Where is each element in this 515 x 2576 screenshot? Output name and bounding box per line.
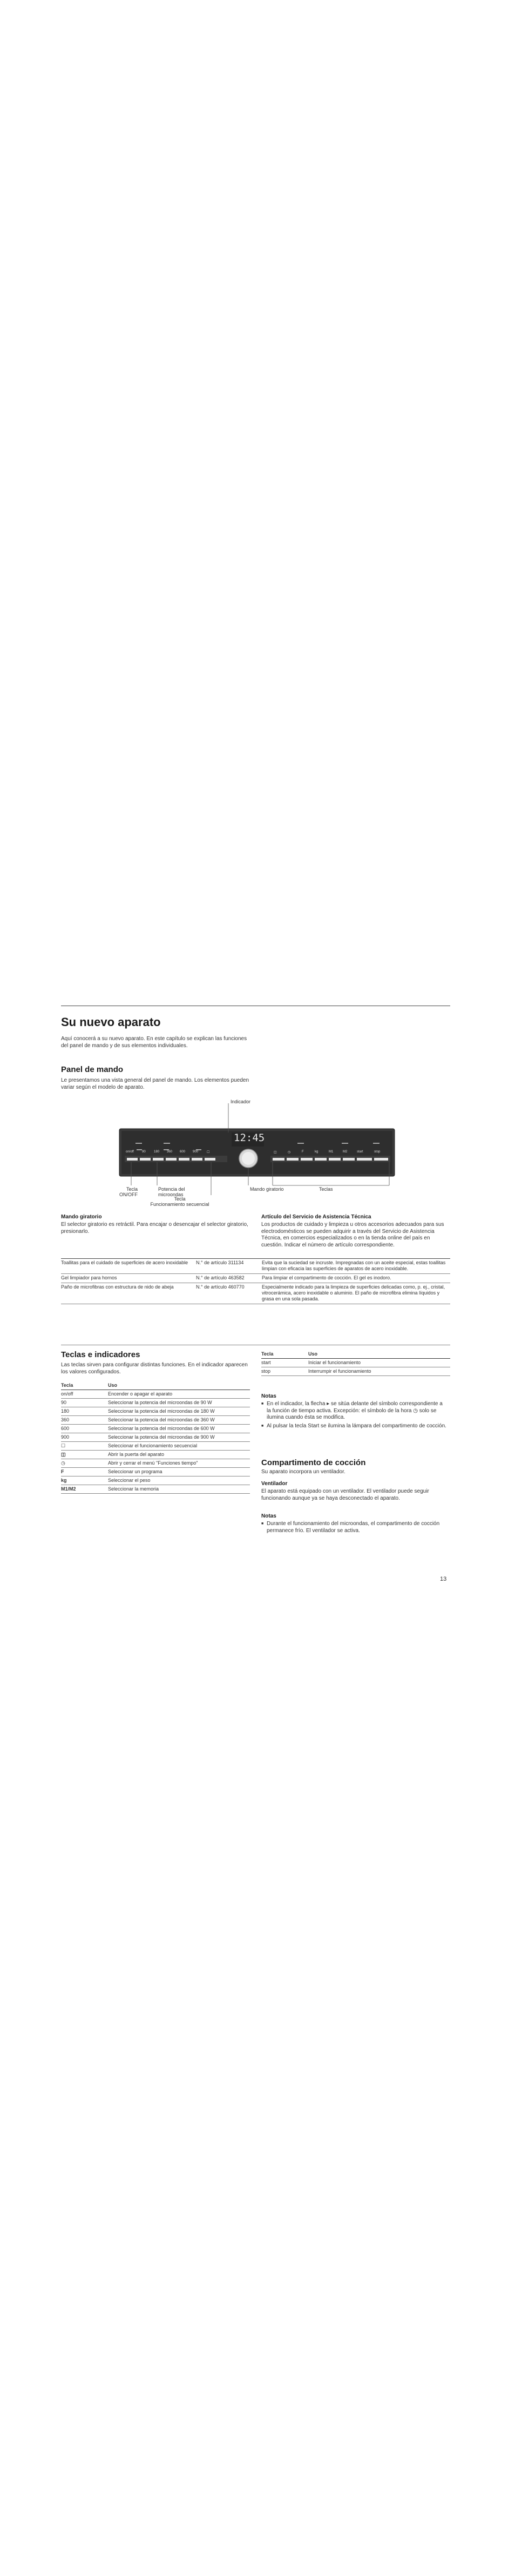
table-row bbox=[261, 1367, 450, 1376]
table-row bbox=[61, 1451, 250, 1459]
teclas-text: Las teclas sirven para configurar distintas funciones. En el indicador aparecen los valores configurados. bbox=[61, 1362, 248, 1375]
table-row bbox=[61, 1407, 250, 1416]
table-row bbox=[61, 1433, 250, 1442]
table-row bbox=[61, 1416, 250, 1425]
notas1-heading: Notas bbox=[261, 1393, 276, 1399]
start-label: start bbox=[357, 1150, 363, 1154]
use-cell: Seleccionar la potencia del microondas de 360 W bbox=[108, 1416, 250, 1425]
door-icon: ◫ bbox=[61, 1451, 108, 1459]
display-time: 12:45 bbox=[234, 1132, 265, 1144]
panel-button-labels bbox=[126, 1150, 228, 1156]
use-cell: Seleccionar el peso bbox=[108, 1476, 250, 1485]
use-cell: Encender o apagar el aparato bbox=[108, 1390, 250, 1399]
accessory-name: Gel limpiador para hornos bbox=[61, 1274, 196, 1283]
btn-label-180: 180 bbox=[154, 1150, 160, 1154]
panel-heading: Panel de mando bbox=[61, 1065, 124, 1074]
btn-label-seq: ☐ bbox=[207, 1151, 210, 1154]
use-cell: Iniciar el funcionamiento bbox=[308, 1359, 450, 1367]
key-cell: M1/M2 bbox=[61, 1485, 108, 1494]
btn-label-600: 600 bbox=[180, 1150, 186, 1154]
notas2-heading: Notas bbox=[261, 1513, 276, 1519]
key-cell: 90 bbox=[61, 1399, 108, 1407]
panel-text: Le presentamos una vista general del panel de mando. Los elementos pueden variar según el modelo de aparato. bbox=[61, 1077, 249, 1090]
label-potencia: Potencia del microondas bbox=[158, 1186, 185, 1197]
mando-heading: Mando giratorio bbox=[61, 1214, 102, 1220]
key-cell: kg bbox=[61, 1476, 108, 1485]
notas1-list bbox=[261, 1401, 448, 1431]
panel-icon-labels bbox=[273, 1150, 391, 1156]
btn-label-90: 90 bbox=[142, 1150, 146, 1154]
accessory-name: Paño de microfibras con estructura de nido de abeja bbox=[61, 1283, 196, 1304]
accessory-number: N.° de artículo 460770 bbox=[196, 1283, 262, 1304]
key-cell: 360 bbox=[61, 1416, 108, 1425]
table-row bbox=[61, 1459, 250, 1468]
label-tecla-onoff: Tecla ON/OFF bbox=[119, 1186, 138, 1197]
servicio-heading: Artículo del Servicio de Asistencia Técnica bbox=[261, 1214, 371, 1220]
btn-label-900: 900 bbox=[193, 1150, 199, 1154]
memory1-icon: M1 bbox=[329, 1150, 334, 1154]
clock-icon: ◷ bbox=[288, 1151, 291, 1154]
stop-label: stop bbox=[374, 1150, 381, 1154]
accessory-desc: Evita que la suciedad se incruste. Impregnadas con un aceite especial, estas toallitas limpian con eficacia las superficies de aparatos de acero inoxidable. bbox=[262, 1259, 450, 1274]
control-panel-illustration bbox=[61, 1099, 450, 1207]
label-teclas: Teclas bbox=[319, 1186, 333, 1192]
list-item: ■ Durante el funcionamiento del microondas, el compartimento de cocción permanece frío. El ventilador se activa. bbox=[261, 1521, 448, 1534]
accessory-desc: Para limpiar el compartimento de cocción. El gel es inodoro. bbox=[262, 1274, 450, 1283]
btn-label-onoff: on/off bbox=[126, 1150, 134, 1154]
mando-text: El selector giratorio es retráctil. Para encajar o desencajar el selector giratorio, presionarlo. bbox=[61, 1222, 248, 1235]
use-cell: Seleccionar la potencia del microondas de 90 W bbox=[108, 1399, 250, 1407]
key-cell: on/off bbox=[61, 1390, 108, 1399]
ventilador-text: El aparato está equipado con un ventilador. El ventilador puede seguir funcionando aunque ya se haya desconectado el aparato. bbox=[261, 1488, 429, 1501]
accessory-name: Toallitas para el cuidado de superficies de acero inoxidable bbox=[61, 1259, 196, 1274]
table-row bbox=[61, 1283, 450, 1304]
use-cell: Seleccionar la potencia del microondas de 900 W bbox=[108, 1433, 250, 1442]
table-row bbox=[61, 1485, 250, 1494]
compartimento-text: Su aparato incorpora un ventilador. bbox=[261, 1469, 345, 1475]
ventilador-heading: Ventilador bbox=[261, 1481, 288, 1487]
use-cell: Seleccionar la potencia del microondas de 600 W bbox=[108, 1425, 250, 1433]
btn-label-360: 360 bbox=[167, 1150, 173, 1154]
accessories-table bbox=[61, 1258, 450, 1304]
table-row bbox=[61, 1399, 250, 1407]
table-row bbox=[61, 1476, 250, 1485]
key-cell: ☐ bbox=[61, 1442, 108, 1451]
intro-text: Aquí conocerá a su nuevo aparato. En este capítulo se explican las funciones del panel de mando y de sus elementos individuales. bbox=[61, 1036, 247, 1049]
table-row bbox=[61, 1442, 250, 1451]
key-cell: start bbox=[261, 1359, 308, 1367]
label-indicador: Indicador bbox=[231, 1099, 251, 1104]
key-cell: stop bbox=[261, 1367, 308, 1376]
compartimento-heading: Compartimento de cocción bbox=[261, 1458, 366, 1467]
use-cell: Abrir y cerrar el menú "Funciones tiempo" bbox=[108, 1459, 250, 1468]
memory2-icon: M2 bbox=[343, 1150, 348, 1154]
table-row bbox=[61, 1390, 250, 1399]
key-cell: 900 bbox=[61, 1433, 108, 1442]
use-cell: Seleccionar un programa bbox=[108, 1468, 250, 1476]
accessory-number: N.° de artículo 311134 bbox=[196, 1259, 262, 1274]
program-icon: F bbox=[302, 1150, 304, 1154]
table-row bbox=[261, 1359, 450, 1367]
page-number: 13 bbox=[440, 1576, 447, 1582]
page-title: Su nuevo aparato bbox=[61, 1015, 161, 1029]
list-item: ■ En el indicador, la flecha ▸ se sitúa delante del símbolo correspondiente a la función de tiempo activa. Excepción: el símbolo de la hora ◷ solo se ilumina cuando ésta se modifica. bbox=[261, 1401, 448, 1421]
table-row bbox=[61, 1425, 250, 1433]
use-cell: Seleccionar la potencia del microondas de 180 W bbox=[108, 1407, 250, 1416]
col-header-key: Tecla bbox=[261, 1350, 308, 1359]
table-row bbox=[61, 1274, 450, 1283]
use-cell: Interrumpir el funcionamiento bbox=[308, 1367, 450, 1376]
door-icon: ◫ bbox=[274, 1151, 277, 1154]
col-header-use: Uso bbox=[308, 1350, 450, 1359]
notas2-list bbox=[261, 1521, 448, 1536]
keys-table-right bbox=[261, 1350, 450, 1376]
teclas-heading: Teclas e indicadores bbox=[61, 1350, 140, 1359]
key-cell: F bbox=[61, 1468, 108, 1476]
clock-icon: ◷ bbox=[61, 1459, 108, 1468]
use-cell: Abrir la puerta del aparato bbox=[108, 1451, 250, 1459]
accessory-desc: Especialmente indicado para la limpieza de superficies delicadas como, p. ej., cristal, vitrocerámica, acero inoxidable o aluminio. El paño de microfibra elimina líquidos y grasa en una sola pasada. bbox=[262, 1283, 450, 1304]
list-item: ■ Al pulsar la tecla Start se ilumina la lámpara del compartimento de cocción. bbox=[261, 1423, 448, 1430]
weight-icon: kg bbox=[315, 1150, 319, 1154]
key-cell: 600 bbox=[61, 1425, 108, 1433]
use-cell: Seleccionar el funcionamiento secuencial bbox=[108, 1442, 250, 1451]
key-cell: 180 bbox=[61, 1407, 108, 1416]
use-cell: Seleccionar la memoria bbox=[108, 1485, 250, 1494]
table-row bbox=[61, 1259, 450, 1274]
keys-table bbox=[61, 1381, 250, 1494]
table-row bbox=[61, 1468, 250, 1476]
servicio-text: Los productos de cuidado y limpieza u otros accesorios adecuados para sus electrodomésticos se pueden adquirir a través del Servicio de Asistencia Técnica, en comercios especializados o en la tienda online del país en cuestión. Indicar el número de artículo correspondiente. bbox=[261, 1222, 444, 1248]
accessory-number: N.° de artículo 463582 bbox=[196, 1274, 262, 1283]
label-tecla-func: Tecla Funcionamiento secuencial bbox=[150, 1196, 209, 1207]
col-header-use: Uso bbox=[108, 1381, 250, 1390]
label-mando: Mando giratorio bbox=[250, 1186, 284, 1192]
col-header-key: Tecla bbox=[61, 1381, 108, 1390]
